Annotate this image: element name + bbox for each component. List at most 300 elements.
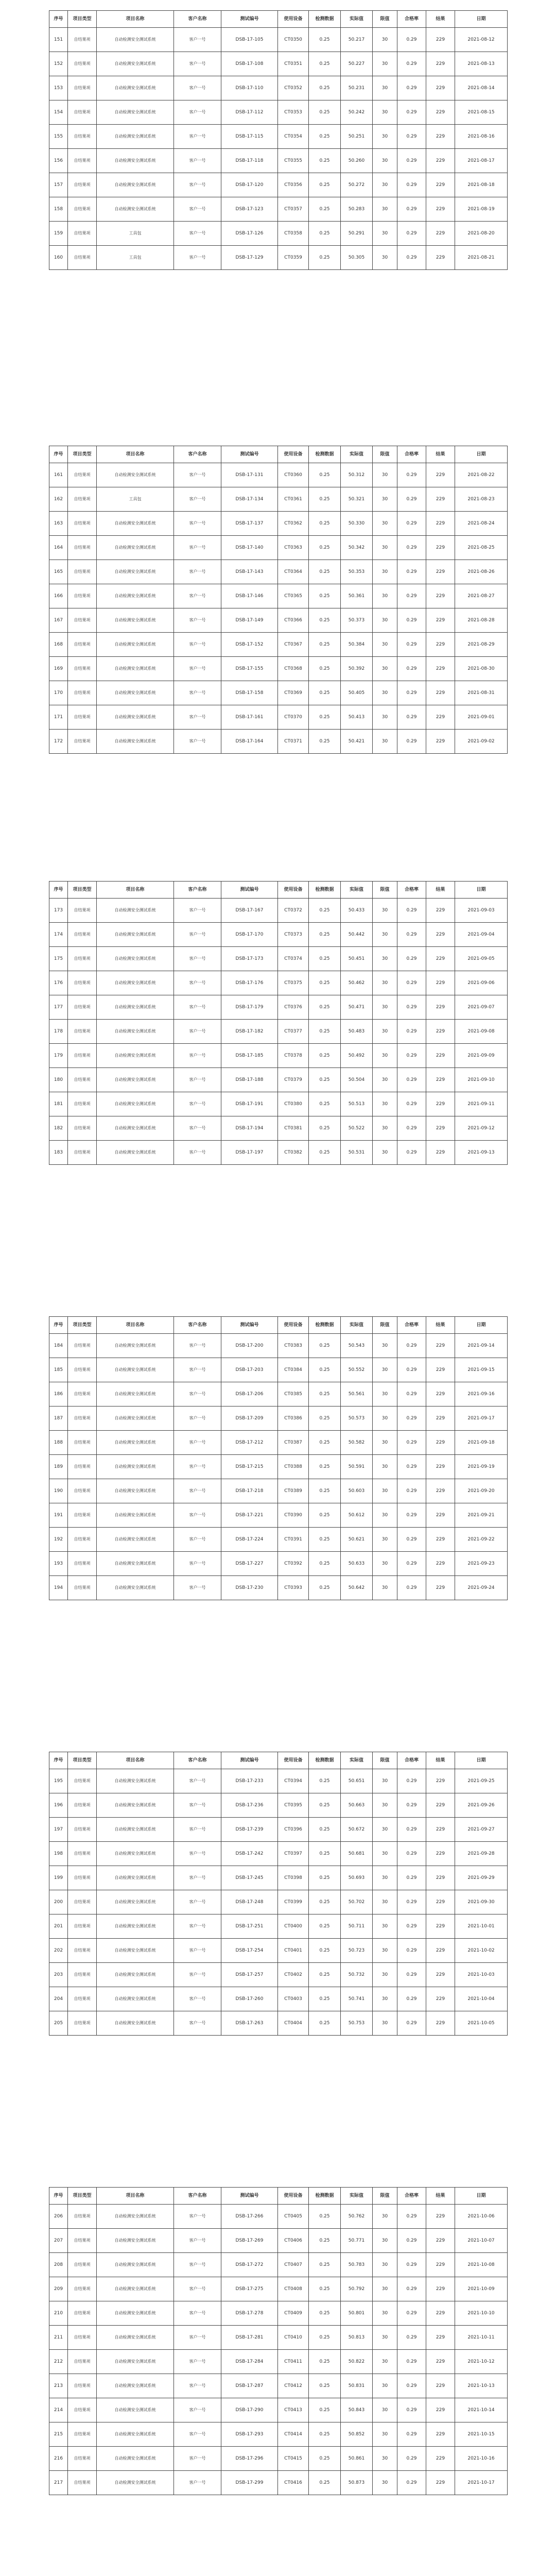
table-cell: 客户一号: [174, 28, 221, 52]
table-cell: 2021-09-26: [455, 1793, 508, 1818]
table-cell: 30: [373, 100, 397, 125]
table-cell: 0.29: [397, 2229, 426, 2253]
table-cell: 自动检测安全测试系统: [97, 1576, 174, 1600]
table-cell: 0.25: [309, 487, 341, 512]
table-cell: 自结果项: [68, 463, 97, 487]
table-cell: DSB-17-182: [221, 1020, 278, 1044]
table-cell: 30: [373, 705, 397, 730]
table-cell: 自动检测安全测试系统: [97, 705, 174, 730]
table-cell: 2021-09-23: [455, 1552, 508, 1576]
table-cell: 客户一号: [174, 2277, 221, 2301]
table-cell: 229: [426, 536, 455, 560]
table-cell: 客户一号: [174, 995, 221, 1020]
table-row: [49, 1334, 508, 1358]
table-cell: 自结果项: [68, 1987, 97, 2011]
table-cell: 自结果项: [68, 1818, 97, 1842]
table-cell: 0.25: [309, 222, 341, 246]
table-cell: 自结果项: [68, 2277, 97, 2301]
table-cell: 客户一号: [174, 2374, 221, 2398]
table-row: [49, 173, 508, 197]
table-cell: 30: [373, 584, 397, 608]
table-cell: 客户一号: [174, 2398, 221, 2422]
table-cell: 0.29: [397, 1793, 426, 1818]
table-row: [49, 2301, 508, 2326]
table-cell: 自动检测安全测试系统: [97, 899, 174, 923]
table-cell: 229: [426, 125, 455, 149]
table-cell: 178: [49, 1020, 68, 1044]
table-row: [49, 633, 508, 657]
table-cell: 0.25: [309, 657, 341, 681]
table-cell: 186: [49, 1382, 68, 1406]
table-cell: 0.25: [309, 2011, 341, 2036]
column-header: 客户名称: [174, 2188, 221, 2205]
table-cell: 161: [49, 463, 68, 487]
table-cell: 2021-09-22: [455, 1528, 508, 1552]
table-cell: 0.29: [397, 560, 426, 584]
table-cell: 客户一号: [174, 222, 221, 246]
table-cell: 0.29: [397, 1552, 426, 1576]
table-cell: 229: [426, 512, 455, 536]
table-cell: 30: [373, 2011, 397, 2036]
table-cell: 自动检测安全测试系统: [97, 536, 174, 560]
table-cell: 2021-08-17: [455, 149, 508, 173]
table-cell: 229: [426, 1914, 455, 1939]
table-cell: 0.29: [397, 246, 426, 270]
table-cell: 自动检测安全测试系统: [97, 1987, 174, 2011]
table-cell: 0.25: [309, 2374, 341, 2398]
table-cell: 2021-08-20: [455, 222, 508, 246]
table-row: [49, 125, 508, 149]
table-cell: 2021-08-22: [455, 463, 508, 487]
table-cell: 自动检测安全测试系统: [97, 2374, 174, 2398]
table-cell: 自动检测安全测试系统: [97, 995, 174, 1020]
table-cell: 160: [49, 246, 68, 270]
table-cell: DSB-17-242: [221, 1842, 278, 1866]
table-cell: 0.25: [309, 971, 341, 995]
table-cell: DSB-17-260: [221, 1987, 278, 2011]
table-cell: 自动检测安全测试系统: [97, 1552, 174, 1576]
table-cell: 0.29: [397, 2350, 426, 2374]
table-cell: 184: [49, 1334, 68, 1358]
table-cell: 229: [426, 1890, 455, 1914]
table-cell: 30: [373, 52, 397, 76]
table-cell: 自动检测安全测试系统: [97, 2229, 174, 2253]
table-row: [49, 1890, 508, 1914]
table-cell: CT0406: [278, 2229, 309, 2253]
table-cell: 50.251: [341, 125, 373, 149]
table-cell: CT0350: [278, 28, 309, 52]
table-cell: CT0353: [278, 100, 309, 125]
table-cell: DSB-17-155: [221, 657, 278, 681]
table-cell: 229: [426, 705, 455, 730]
table-page: [49, 2187, 507, 2576]
table-cell: 155: [49, 125, 68, 149]
table-cell: 自结果项: [68, 923, 97, 947]
table-cell: CT0352: [278, 76, 309, 100]
table-cell: 0.25: [309, 1818, 341, 1842]
table-cell: 自动检测安全测试系统: [97, 1528, 174, 1552]
table-cell: 30: [373, 2471, 397, 2495]
column-header: 结果: [426, 446, 455, 463]
table-cell: 0.29: [397, 2011, 426, 2036]
column-header: 检测数据: [309, 882, 341, 899]
table-cell: CT0409: [278, 2301, 309, 2326]
table-row: [49, 222, 508, 246]
table-row: [49, 28, 508, 52]
table-cell: CT0386: [278, 1406, 309, 1431]
table-cell: 50.642: [341, 1576, 373, 1600]
table-cell: 2021-09-30: [455, 1890, 508, 1914]
table-row: [49, 2471, 508, 2495]
table-cell: 客户一号: [174, 633, 221, 657]
table-cell: 229: [426, 149, 455, 173]
table-cell: DSB-17-239: [221, 1818, 278, 1842]
table-cell: DSB-17-126: [221, 222, 278, 246]
table-cell: 30: [373, 1503, 397, 1528]
table-cell: CT0389: [278, 1479, 309, 1503]
table-cell: 自动检测安全测试系统: [97, 2350, 174, 2374]
table-row: [49, 1818, 508, 1842]
column-header: 日期: [455, 1752, 508, 1769]
table-cell: 0.25: [309, 1939, 341, 1963]
table-row: [49, 1552, 508, 1576]
table-cell: DSB-17-173: [221, 947, 278, 971]
table-cell: 0.25: [309, 608, 341, 633]
table-cell: 自动检测安全测试系统: [97, 2471, 174, 2495]
table-cell: 自动检测安全测试系统: [97, 1431, 174, 1455]
table-cell: 0.25: [309, 2205, 341, 2229]
table-cell: 229: [426, 2398, 455, 2422]
table-row: [49, 1479, 508, 1503]
table-cell: 2021-09-02: [455, 730, 508, 754]
table-cell: 50.873: [341, 2471, 373, 2495]
table-cell: 30: [373, 2447, 397, 2471]
table-cell: CT0358: [278, 222, 309, 246]
table-cell: 50.504: [341, 1068, 373, 1092]
column-header: 序号: [49, 1752, 68, 1769]
table-cell: 客户一号: [174, 2422, 221, 2447]
table-cell: 0.25: [309, 2277, 341, 2301]
table-row: [49, 995, 508, 1020]
table-cell: 自动检测安全测试系统: [97, 923, 174, 947]
table-cell: 0.29: [397, 2205, 426, 2229]
table-cell: CT0411: [278, 2350, 309, 2374]
table-cell: DSB-17-209: [221, 1406, 278, 1431]
table-cell: 工具包: [97, 222, 174, 246]
table-cell: 30: [373, 149, 397, 173]
table-cell: 0.29: [397, 705, 426, 730]
table-cell: 193: [49, 1552, 68, 1576]
table-cell: DSB-17-218: [221, 1479, 278, 1503]
table-cell: 2021-10-09: [455, 2277, 508, 2301]
table-cell: 自动检测安全测试系统: [97, 971, 174, 995]
table-cell: 自动检测安全测试系统: [97, 100, 174, 125]
column-header: 客户名称: [174, 1752, 221, 1769]
column-header: 限值: [373, 446, 397, 463]
column-header: 使用设备: [278, 882, 309, 899]
table-cell: 自动检测安全测试系统: [97, 633, 174, 657]
table-cell: 0.25: [309, 1842, 341, 1866]
table-cell: 0.25: [309, 2301, 341, 2326]
table-cell: 30: [373, 1890, 397, 1914]
table-cell: 198: [49, 1842, 68, 1866]
column-header: 序号: [49, 1317, 68, 1334]
table-cell: 0.29: [397, 899, 426, 923]
table-cell: 2021-10-16: [455, 2447, 508, 2471]
table-cell: 客户一号: [174, 608, 221, 633]
table-cell: 自结果项: [68, 584, 97, 608]
table-cell: CT0410: [278, 2326, 309, 2350]
table-cell: 2021-08-25: [455, 536, 508, 560]
table-cell: 162: [49, 487, 68, 512]
table-row: [49, 197, 508, 222]
table-cell: CT0412: [278, 2374, 309, 2398]
table-cell: 0.29: [397, 633, 426, 657]
table-cell: 客户一号: [174, 584, 221, 608]
table-cell: 自动检测安全测试系统: [97, 1963, 174, 1987]
table-cell: 自结果项: [68, 1406, 97, 1431]
table-cell: 自结果项: [68, 2011, 97, 2036]
table-cell: 自结果项: [68, 487, 97, 512]
table-cell: CT0357: [278, 197, 309, 222]
table-cell: 50.843: [341, 2398, 373, 2422]
table-cell: 30: [373, 657, 397, 681]
table-cell: 154: [49, 100, 68, 125]
table-cell: 自动检测安全测试系统: [97, 1068, 174, 1092]
table-cell: 30: [373, 2422, 397, 2447]
column-header: 合格率: [397, 2188, 426, 2205]
table-cell: 0.25: [309, 2471, 341, 2495]
table-cell: 30: [373, 1044, 397, 1068]
table-cell: 0.25: [309, 1552, 341, 1576]
table-cell: 客户一号: [174, 1866, 221, 1890]
column-header: 实际值: [341, 1317, 373, 1334]
table-cell: 2021-09-25: [455, 1769, 508, 1793]
table-cell: 229: [426, 681, 455, 705]
table-cell: 0.29: [397, 2398, 426, 2422]
table-cell: 30: [373, 1963, 397, 1987]
table-cell: 30: [373, 1939, 397, 1963]
table-cell: 0.29: [397, 1431, 426, 1455]
table-cell: 0.29: [397, 2447, 426, 2471]
table-cell: 50.462: [341, 971, 373, 995]
table-cell: 客户一号: [174, 463, 221, 487]
table-cell: 50.681: [341, 1842, 373, 1866]
table-cell: 50.741: [341, 1987, 373, 2011]
table-cell: 自动检测安全测试系统: [97, 2253, 174, 2277]
table-row: [49, 1914, 508, 1939]
table-cell: 2021-09-29: [455, 1866, 508, 1890]
table-cell: 0.25: [309, 947, 341, 971]
table-cell: 210: [49, 2301, 68, 2326]
table-cell: 205: [49, 2011, 68, 2036]
table-cell: CT0364: [278, 560, 309, 584]
table-row: [49, 1842, 508, 1866]
table-row: [49, 1866, 508, 1890]
table-cell: 30: [373, 1116, 397, 1141]
table-cell: 30: [373, 1334, 397, 1358]
table-row: [49, 2422, 508, 2447]
column-header: 测试编号: [221, 1317, 278, 1334]
table-cell: 0.29: [397, 173, 426, 197]
column-header: 测试编号: [221, 1752, 278, 1769]
table-cell: 客户一号: [174, 560, 221, 584]
table-cell: 自结果项: [68, 125, 97, 149]
table-cell: 0.29: [397, 1382, 426, 1406]
table-cell: 0.25: [309, 560, 341, 584]
table-cell: CT0390: [278, 1503, 309, 1528]
table-cell: DSB-17-203: [221, 1358, 278, 1382]
table-cell: 0.29: [397, 536, 426, 560]
table-cell: 自结果项: [68, 2447, 97, 2471]
table-cell: 客户一号: [174, 1552, 221, 1576]
table-cell: 客户一号: [174, 100, 221, 125]
table-cell: 229: [426, 1116, 455, 1141]
table-cell: 203: [49, 1963, 68, 1987]
table-cell: 自结果项: [68, 2301, 97, 2326]
table-cell: 213: [49, 2374, 68, 2398]
table-cell: 自结果项: [68, 100, 97, 125]
table-cell: 182: [49, 1116, 68, 1141]
table-cell: 0.29: [397, 923, 426, 947]
table-cell: 2021-10-01: [455, 1914, 508, 1939]
table-row: [49, 1987, 508, 2011]
table-cell: DSB-17-110: [221, 76, 278, 100]
table-cell: DSB-17-221: [221, 1503, 278, 1528]
table-cell: 30: [373, 1455, 397, 1479]
table-cell: 客户一号: [174, 1116, 221, 1141]
table-cell: 自结果项: [68, 1382, 97, 1406]
table-cell: 50.321: [341, 487, 373, 512]
table-cell: CT0372: [278, 899, 309, 923]
table-cell: 177: [49, 995, 68, 1020]
table-cell: 199: [49, 1866, 68, 1890]
table-row: [49, 2374, 508, 2398]
table-cell: 0.25: [309, 1431, 341, 1455]
column-header: 合格率: [397, 882, 426, 899]
table-cell: 自结果项: [68, 512, 97, 536]
table-row: [49, 899, 508, 923]
table-cell: 2021-08-24: [455, 512, 508, 536]
table-cell: 50.561: [341, 1382, 373, 1406]
table-cell: 50.723: [341, 1939, 373, 1963]
table-cell: CT0354: [278, 125, 309, 149]
table-cell: 0.29: [397, 2422, 426, 2447]
table-cell: 0.25: [309, 705, 341, 730]
column-header: 实际值: [341, 2188, 373, 2205]
table-cell: 229: [426, 76, 455, 100]
table-cell: DSB-17-233: [221, 1769, 278, 1793]
table-cell: 2021-08-13: [455, 52, 508, 76]
table-row: [49, 2447, 508, 2471]
data-table: [49, 2187, 508, 2495]
table-cell: 168: [49, 633, 68, 657]
table-cell: 50.672: [341, 1818, 373, 1842]
table-cell: 自动检测安全测试系统: [97, 1793, 174, 1818]
table-cell: 0.25: [309, 1068, 341, 1092]
table-cell: CT0416: [278, 2471, 309, 2495]
table-cell: 0.25: [309, 1020, 341, 1044]
table-row: [49, 705, 508, 730]
table-cell: 自动检测安全测试系统: [97, 608, 174, 633]
table-cell: 0.25: [309, 995, 341, 1020]
table-cell: CT0385: [278, 1382, 309, 1406]
table-cell: 0.29: [397, 2253, 426, 2277]
table-cell: 自动检测安全测试系统: [97, 1914, 174, 1939]
column-header: 实际值: [341, 11, 373, 28]
table-cell: 50.451: [341, 947, 373, 971]
table-cell: 0.29: [397, 197, 426, 222]
table-cell: 自结果项: [68, 657, 97, 681]
table-cell: 0.29: [397, 125, 426, 149]
table-cell: CT0396: [278, 1818, 309, 1842]
table-page: [49, 10, 507, 402]
table-cell: 2021-08-26: [455, 560, 508, 584]
column-header: 客户名称: [174, 1317, 221, 1334]
table-cell: 自结果项: [68, 76, 97, 100]
table-cell: 185: [49, 1358, 68, 1382]
table-cell: 2021-10-13: [455, 2374, 508, 2398]
data-table: [49, 1752, 508, 2036]
table-row: [49, 1044, 508, 1068]
table-cell: 188: [49, 1431, 68, 1455]
table-cell: 2021-08-28: [455, 608, 508, 633]
table-cell: 0.25: [309, 1769, 341, 1793]
column-header: 实际值: [341, 882, 373, 899]
table-cell: 2021-09-18: [455, 1431, 508, 1455]
table-cell: 153: [49, 76, 68, 100]
table-cell: 209: [49, 2277, 68, 2301]
column-header: 合格率: [397, 1317, 426, 1334]
table-cell: 0.29: [397, 2326, 426, 2350]
table-cell: 客户一号: [174, 2229, 221, 2253]
table-cell: 0.25: [309, 1382, 341, 1406]
table-cell: 2021-08-15: [455, 100, 508, 125]
table-cell: 0.29: [397, 1842, 426, 1866]
table-cell: 30: [373, 222, 397, 246]
table-cell: 自结果项: [68, 1528, 97, 1552]
table-cell: CT0391: [278, 1528, 309, 1552]
table-cell: 229: [426, 971, 455, 995]
table-cell: 自动检测安全测试系统: [97, 2301, 174, 2326]
table-page: [49, 1752, 507, 2143]
table-cell: 50.612: [341, 1503, 373, 1528]
table-cell: 0.29: [397, 100, 426, 125]
table-cell: 客户一号: [174, 1939, 221, 1963]
table-cell: 206: [49, 2205, 68, 2229]
table-cell: 0.29: [397, 28, 426, 52]
table-row: [49, 76, 508, 100]
table-cell: 50.813: [341, 2326, 373, 2350]
table-cell: 30: [373, 1382, 397, 1406]
table-cell: 50.861: [341, 2447, 373, 2471]
table-cell: 0.29: [397, 149, 426, 173]
table-cell: 自动检测安全测试系统: [97, 173, 174, 197]
table-cell: 客户一号: [174, 1987, 221, 2011]
table-cell: 0.29: [397, 971, 426, 995]
table-cell: DSB-17-257: [221, 1963, 278, 1987]
table-cell: CT0366: [278, 608, 309, 633]
table-cell: CT0394: [278, 1769, 309, 1793]
table-cell: 自结果项: [68, 1793, 97, 1818]
table-cell: 174: [49, 923, 68, 947]
table-row: [49, 149, 508, 173]
table-cell: CT0356: [278, 173, 309, 197]
table-cell: 自动检测安全测试系统: [97, 1092, 174, 1116]
data-table: [49, 10, 508, 270]
table-row: [49, 1528, 508, 1552]
table-cell: 30: [373, 1818, 397, 1842]
